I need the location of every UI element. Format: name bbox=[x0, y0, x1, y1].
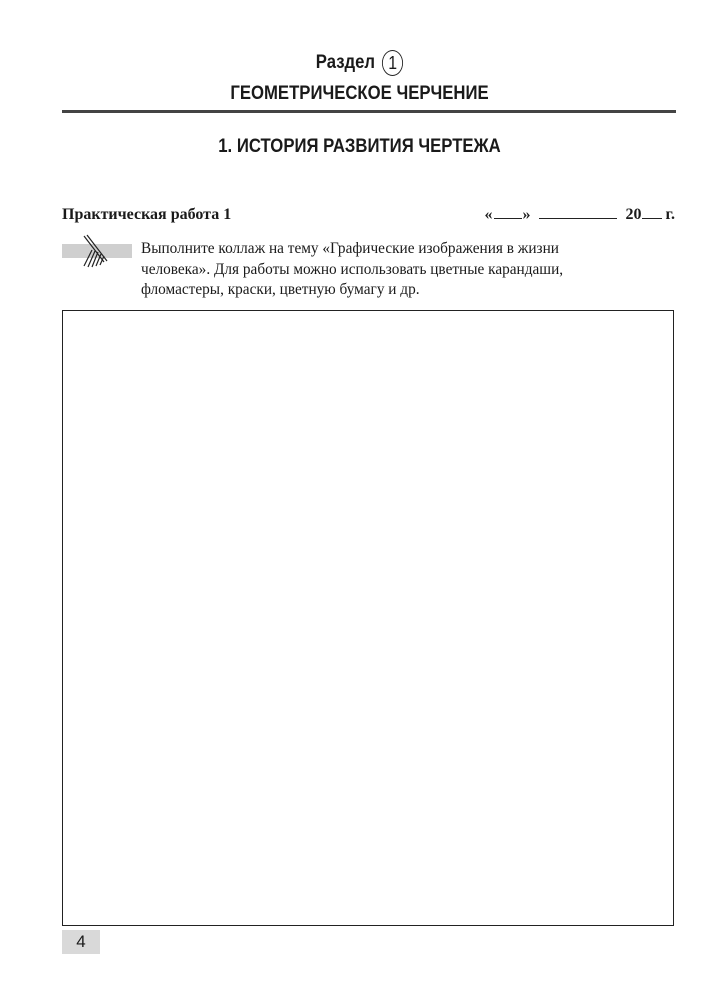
date-year-suffix: г. bbox=[665, 206, 675, 223]
date-year-prefix: 20 bbox=[625, 206, 642, 223]
drawing-area-frame bbox=[62, 310, 674, 926]
date-field bbox=[485, 206, 675, 224]
page-number: 4 bbox=[62, 930, 100, 954]
section-heading bbox=[43, 50, 676, 76]
date-close-quote: » bbox=[522, 206, 531, 223]
chapter-title: 1. ИСТОРИЯ РАЗВИТИЯ ЧЕРТЕЖА bbox=[218, 136, 501, 157]
section-number-badge: 1 bbox=[382, 50, 403, 76]
task-description: Выполните коллаж на тему «Графические изображения в жизни человека». Для работы можно использовать цветные карандаши, фломастеры, краски, цветную бумагу и др. bbox=[141, 240, 564, 298]
section-label: Раздел bbox=[315, 52, 376, 73]
date-month-blank bbox=[539, 206, 617, 219]
section-title: ГЕОМЕТРИЧЕСКОЕ ЧЕРЧЕНИЕ bbox=[230, 83, 489, 104]
header-divider bbox=[62, 110, 676, 113]
date-year-blank bbox=[642, 206, 662, 219]
drafting-tools-icon bbox=[62, 234, 134, 268]
date-day-blank bbox=[494, 206, 522, 219]
practical-work-title: Практическая работа 1 bbox=[62, 206, 232, 223]
date-open-quote: « bbox=[484, 206, 493, 223]
